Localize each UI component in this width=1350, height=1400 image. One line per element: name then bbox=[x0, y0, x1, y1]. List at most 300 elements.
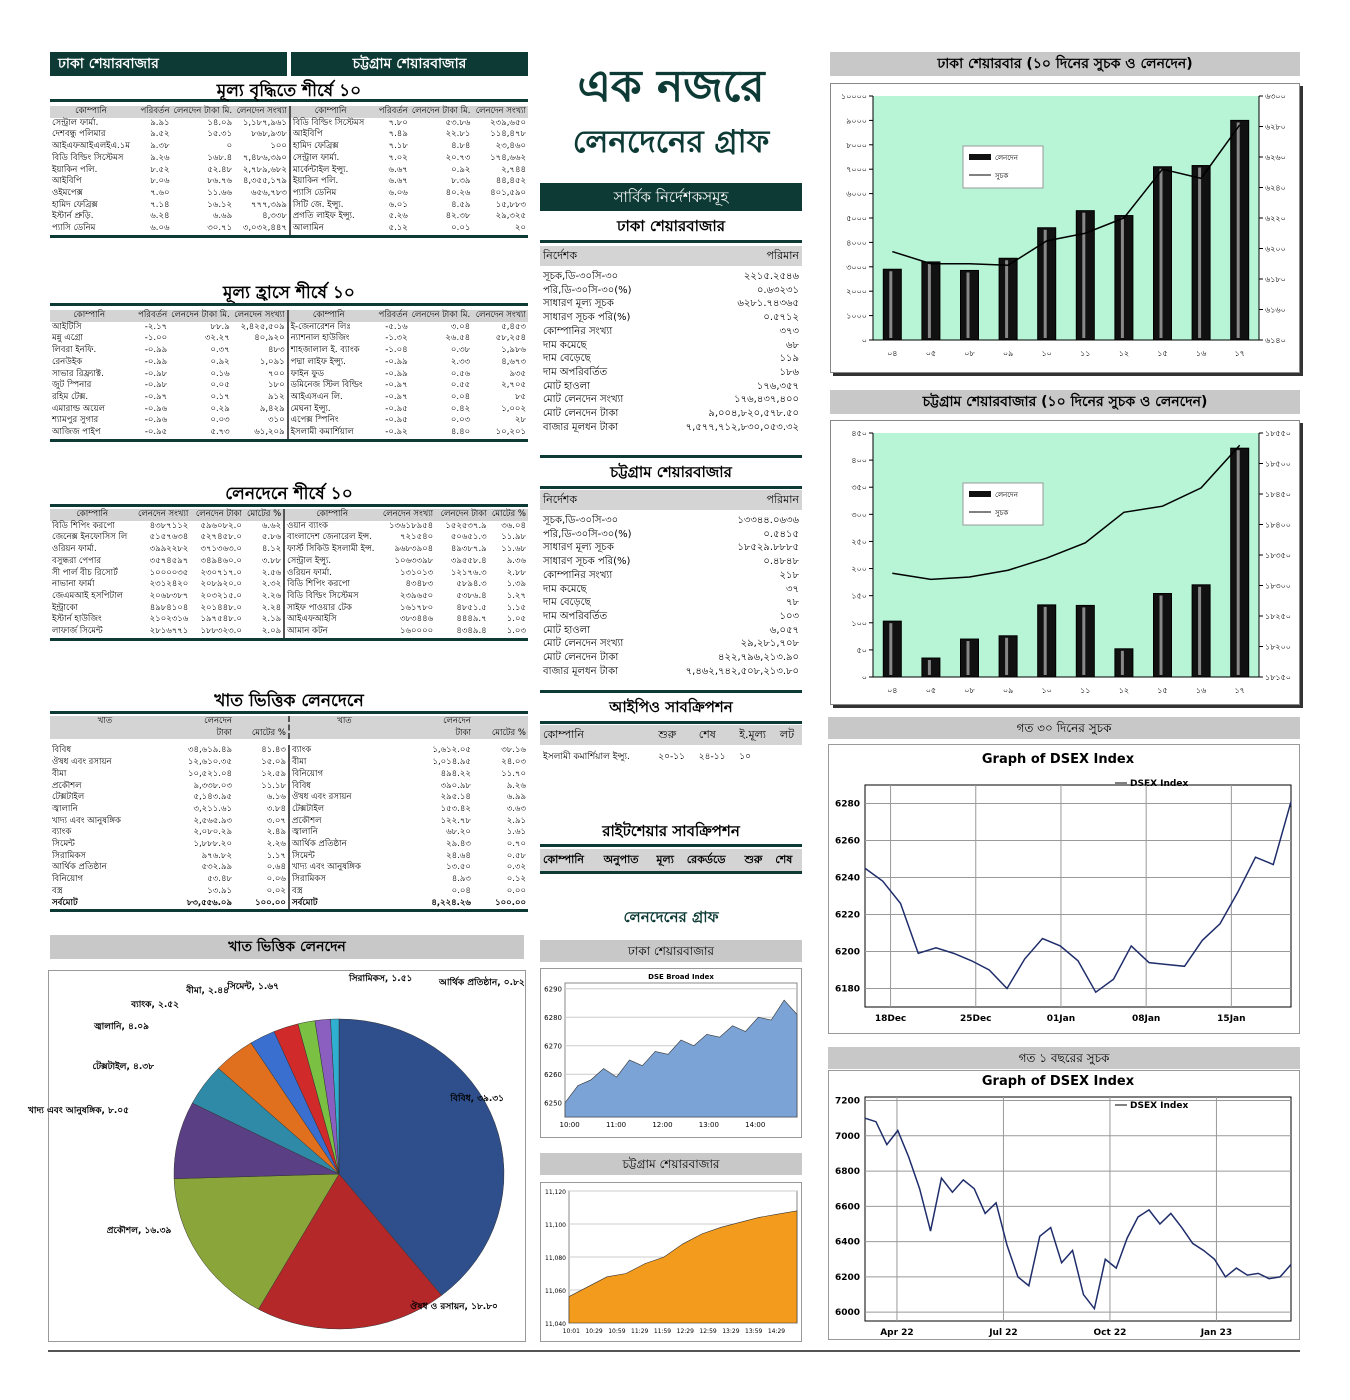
indicator-label: মোট লেনদেন টাকা bbox=[543, 652, 619, 664]
col-header: লেনদেন সংখ্যা bbox=[472, 106, 528, 118]
table-cell: বিনিয়োগ bbox=[52, 874, 84, 885]
table-cell: ২.৪৯ bbox=[234, 827, 289, 839]
ctg-10day-chart bbox=[831, 421, 1299, 704]
table-cell: ৩৯৯২২৮২ bbox=[149, 544, 189, 555]
table-cell: ১০০.০০ bbox=[234, 898, 289, 911]
col-header: লেনদেন টাকা bbox=[190, 509, 244, 521]
table-cell: ২,৭০৫ bbox=[501, 380, 526, 391]
table-row bbox=[50, 369, 528, 381]
col-header: খাত bbox=[289, 716, 399, 739]
pie-label: ঔষধ ও রসায়ন, ১৮.৮০ bbox=[410, 1302, 498, 1312]
y2-tick-label: ৬২৪০ bbox=[1265, 183, 1286, 193]
col-header: লেনদেন সংখ্যা bbox=[232, 310, 288, 322]
table-cell: ৩৭১৩৬৩.০ bbox=[200, 544, 242, 555]
table-cell: ৪১.৪৩ bbox=[234, 745, 289, 757]
table-cell: টেক্সটাইল bbox=[291, 803, 325, 814]
indicator-row bbox=[540, 583, 802, 597]
ctg-10day-title: চট্টগ্রাম শেয়ারবাজার (১০ দিনের সুচক ও লেনদেন) bbox=[830, 390, 1300, 414]
table-cell: ০.০১ bbox=[451, 223, 471, 234]
table-cell: ৪০১,৫৯০ bbox=[490, 187, 526, 198]
col-header: কোম্পানি bbox=[50, 310, 128, 322]
indicator-label: সাধারণ মূল্য সূচক bbox=[543, 298, 614, 310]
x-tick-label: 15Jan bbox=[1217, 1014, 1246, 1024]
table-cell: ০.১২ bbox=[506, 874, 526, 885]
table-cell: ০.৯২ bbox=[210, 356, 230, 367]
table-row bbox=[50, 322, 528, 334]
ctg-indices-title: চট্টগ্রাম শেয়ারবাজার bbox=[540, 455, 802, 489]
table-cell: -১.০৪ bbox=[385, 345, 408, 356]
table-cell: সেন্ট্রাল ইন্স্যু. bbox=[287, 555, 332, 566]
table-cell: ৬.৬৭ bbox=[388, 176, 408, 187]
ctg-10day-box bbox=[830, 420, 1300, 705]
y-tick-label: ৬০০০ bbox=[846, 189, 867, 199]
table-cell: ১৩১০১৩ bbox=[400, 567, 434, 578]
y-tick-label: 6280 bbox=[834, 799, 860, 810]
table-cell: -০.৯৬ bbox=[144, 403, 168, 414]
ipo-cell: ১০ bbox=[739, 752, 751, 762]
table-cell: -০.৯৫ bbox=[385, 403, 408, 414]
bar-shade bbox=[1005, 260, 1008, 338]
y2-tick-label: ১৮৫০০ bbox=[1265, 459, 1291, 469]
table-cell: ২৩০৭১৭.০ bbox=[200, 567, 242, 578]
table-cell: দেশবন্ধু পলিমার bbox=[52, 129, 106, 140]
table-cell: ১৬১৭৮০ bbox=[400, 602, 434, 613]
pie-label: বীমা, ২.৪৪ bbox=[186, 986, 229, 996]
x-tick-label: 13:29 bbox=[722, 1328, 740, 1335]
x-tick-label: ১১ bbox=[1080, 349, 1091, 358]
rights-table bbox=[540, 849, 802, 874]
bar-shade bbox=[1082, 607, 1085, 675]
col-header: পরিবর্তন bbox=[370, 106, 410, 118]
table-cell: ০.৩২ bbox=[506, 862, 526, 873]
table-cell: ন্যাশনাল হাউজিং bbox=[290, 333, 350, 344]
indicator-value: ০.৫৭১২ bbox=[763, 312, 799, 324]
table-cell: ৫৮৯৪.৩ bbox=[456, 579, 487, 590]
table-cell: বাংলাদেশ জেনারেল ইন্স. bbox=[287, 532, 372, 543]
indicator-value: ১৭৬,৩৫৭ bbox=[756, 380, 799, 392]
last30-title: গত ৩০ দিনের সুচক bbox=[828, 717, 1300, 739]
indicator-label: বাজার মূলধন টাকা bbox=[543, 665, 618, 677]
y2-tick-label: ৬২৬০ bbox=[1265, 153, 1286, 162]
table-cell: ২৮১৬৭৭১ bbox=[149, 626, 189, 637]
table-cell: ৯১২ bbox=[232, 392, 288, 404]
table-cell: বসুন্ধরা পেপার bbox=[52, 555, 102, 566]
table-cell: ৬১,২০৯ bbox=[232, 427, 288, 439]
table-cell: ৩,০৩২,৪৪৭ bbox=[234, 223, 290, 235]
table-cell: ৮.০৬ bbox=[150, 176, 170, 187]
table-cell: ২৯৫.১৪ bbox=[440, 792, 471, 803]
x-tick-label: ১৬ bbox=[1195, 686, 1207, 695]
indicator-row bbox=[540, 528, 802, 542]
indices-title: সার্বিক নির্দেশকসমূহ bbox=[540, 183, 802, 211]
table-cell: ১,০৯১ bbox=[232, 357, 288, 369]
table-cell: ১,০১৪.৯৫ bbox=[432, 757, 471, 768]
table-cell: ৫,১৪৩.৯৫ bbox=[193, 792, 232, 803]
table-cell: ১০০০০৩৫ bbox=[149, 567, 189, 578]
bar-shade bbox=[1082, 213, 1085, 338]
table-cell: ২০ bbox=[514, 223, 526, 234]
table-cell: ০.০২ bbox=[234, 886, 289, 898]
table-cell: ৭০০ bbox=[232, 369, 288, 381]
dse-intraday-box bbox=[540, 968, 802, 1138]
table-cell: জুট স্পিনার bbox=[52, 380, 92, 391]
table-cell: ৭.১৪ bbox=[150, 199, 170, 210]
x-tick-label: 10:00 bbox=[559, 1121, 580, 1129]
table-cell: মন্নু এগ্রো bbox=[52, 333, 83, 344]
table-cell: ১১.১৮ bbox=[234, 781, 289, 793]
table-cell: ১০৬৩৩৯৮ bbox=[394, 555, 434, 566]
table-cell: ৪২.৩৮ bbox=[445, 211, 471, 222]
col-header: লেনদেন bbox=[204, 716, 232, 726]
table-cell: ইস্টার্ন হাউজিং bbox=[52, 614, 102, 625]
table-cell: ১১.৯৮ bbox=[501, 532, 526, 543]
table-cell: বিবিধ bbox=[52, 745, 72, 756]
table-cell: -০.৯৯ bbox=[144, 345, 168, 356]
table-cell: ২.০৯ bbox=[244, 626, 284, 638]
x-tick-label: ০৮ bbox=[964, 349, 975, 358]
indicator-value: ৬৮ bbox=[786, 339, 799, 351]
table-cell: প্যাসি ডেনিম bbox=[292, 187, 337, 198]
last1y-title: গত ১ বছরের সুচক bbox=[828, 1047, 1300, 1069]
rights-header: শুরু bbox=[744, 853, 763, 866]
col-header: লেনদেন টাকা মি. bbox=[171, 310, 230, 320]
dse-intraday-title: ঢাকা শেয়ারবাজার bbox=[540, 940, 802, 962]
table-cell: ৮৬.৭৬ bbox=[207, 176, 233, 187]
table-cell: ০.০৪ bbox=[450, 391, 471, 402]
legend-label: DSEX Index bbox=[1130, 1101, 1189, 1111]
table-cell: ৩.৮৮ bbox=[244, 556, 284, 568]
col-header: লেনদেন সংখ্যা bbox=[472, 310, 528, 322]
indicator-value: ৭,৫৭৭,৭১২,৮৩০,০৫৩.৩২ bbox=[685, 421, 799, 433]
table-cell: ৬.০৬ bbox=[150, 223, 170, 234]
table-cell: ২৬.৫৪ bbox=[445, 333, 471, 344]
table-cell: ২,৪২৫,৫০৯ bbox=[232, 322, 288, 334]
table-cell: ৯.৯১ bbox=[150, 117, 170, 128]
table-row bbox=[50, 626, 528, 638]
x-tick-label: ১৬ bbox=[1195, 349, 1207, 358]
table-cell: ৯,৩৩৮.০৩ bbox=[193, 780, 232, 791]
table-cell: ৯.৩৮ bbox=[150, 141, 170, 152]
table-cell: ৫৩২.৯৯ bbox=[201, 862, 232, 873]
x-tick-label: Oct 22 bbox=[1093, 1328, 1127, 1338]
indicator-row bbox=[540, 407, 802, 421]
table-cell: ০.৭০ bbox=[506, 839, 526, 850]
table-cell: ১৩.৯১ bbox=[207, 885, 232, 896]
indicator-label: সূচক,ডি-৩০সি-৩০ bbox=[543, 515, 619, 526]
table-cell: শাহজালাল ই. ব্যাংক bbox=[290, 345, 360, 356]
table-cell: ১২.৫৯ bbox=[234, 769, 289, 781]
indicator-value: ১৩৩৪৪.০৬৩৬ bbox=[737, 515, 799, 526]
table-row bbox=[50, 357, 528, 369]
table-cell: ব্যাংক bbox=[52, 827, 72, 838]
y-tick-label: 6270 bbox=[544, 1042, 562, 1051]
table-cell: ৯.৫২ bbox=[150, 129, 170, 140]
table-row bbox=[50, 141, 528, 153]
table-cell: সাইফ পাওয়ার টেক bbox=[287, 602, 352, 613]
table-row bbox=[50, 827, 528, 839]
indicator-label: পরি,ডি-৩০সি-৩০(%) bbox=[543, 284, 632, 296]
x-tick-label: 13:59 bbox=[745, 1328, 763, 1335]
indicator-label: মোট লেনদেন সংখ্যা bbox=[543, 394, 624, 406]
col-header: লেনদেন সংখ্যা bbox=[234, 106, 290, 118]
cse-intraday-title: চট্টগ্রাম শেয়ারবাজার bbox=[540, 1153, 802, 1175]
table-cell: ৩১০ bbox=[232, 415, 288, 427]
table-cell: টেক্সটাইল bbox=[52, 792, 85, 803]
table-cell: ৪৪৪৯.৭ bbox=[456, 614, 487, 625]
table-cell: ৬.৬৭ bbox=[388, 164, 408, 175]
table-cell: -২.১৭ bbox=[144, 321, 168, 332]
indicator-value: ৩৭৩ bbox=[779, 325, 799, 337]
table-cell: ০.৪২ bbox=[450, 403, 471, 414]
table-cell: -০.৯৯ bbox=[144, 356, 168, 367]
table-cell: বিবিধ bbox=[291, 780, 312, 791]
table-cell: সিরামিকস bbox=[291, 874, 326, 885]
legend-bar-swatch bbox=[969, 491, 991, 497]
table-cell: ৪৩৮৭১১২ bbox=[149, 520, 189, 531]
dsex-line bbox=[865, 802, 1291, 993]
table-cell: -১.৩২ bbox=[385, 333, 408, 344]
dhaka-indices-title: ঢাকা শেয়ারবাজার bbox=[540, 212, 802, 243]
bar bbox=[922, 262, 940, 340]
bar bbox=[922, 658, 940, 677]
table-cell: ৩৯৫৫৮.৪ bbox=[450, 555, 487, 566]
cse-intraday-box bbox=[540, 1182, 802, 1342]
table-cell: জ্বালানি bbox=[291, 827, 318, 838]
y-tick-label: 6260 bbox=[834, 836, 860, 847]
bar-shade bbox=[928, 660, 931, 675]
y-tick-label: ৫০০০ bbox=[846, 214, 867, 223]
table-cell: ৪,২২৪.২৬ bbox=[431, 897, 471, 908]
table-cell: ১৬০০০০ bbox=[399, 626, 434, 637]
table-cell: ১.৬১ bbox=[506, 827, 526, 838]
table-cell: লিবরা ইনফি. bbox=[52, 345, 97, 356]
col-header: লেনদেন টাকা মি. bbox=[173, 106, 233, 116]
table-cell: ০.০৩ bbox=[450, 415, 471, 426]
table-cell: ৫.৭৩ bbox=[210, 427, 230, 438]
turnover-title: লেনদেনে শীর্ষে ১০ bbox=[50, 481, 528, 507]
bar-shade bbox=[1160, 595, 1163, 675]
indicator-label: দাম বেড়েছে bbox=[543, 353, 591, 365]
col-header: পরিবর্তন bbox=[369, 310, 410, 322]
indicator-value: ১৮৬ bbox=[779, 366, 799, 378]
table-cell: -০.৯৫ bbox=[144, 427, 168, 438]
table-cell: ৬.০১ bbox=[388, 199, 408, 210]
table-row bbox=[50, 792, 528, 804]
transaction-graph-title: লেনদেনের গ্রাফ bbox=[623, 908, 719, 926]
indicator-row bbox=[540, 624, 802, 638]
table-cell: ৫.২৬ bbox=[388, 211, 408, 222]
table-row bbox=[50, 874, 528, 886]
table-cell: ৬.৬২ bbox=[244, 521, 284, 533]
table-cell: ০.৯২ bbox=[451, 164, 471, 175]
table-row bbox=[50, 200, 528, 212]
table-cell: -০.৯২ bbox=[385, 427, 408, 438]
table-cell: ৩,২১১.৬১ bbox=[193, 803, 232, 814]
table-row bbox=[50, 153, 528, 165]
table-cell: ৫২.৪৮ bbox=[207, 164, 233, 175]
table-cell: ৩৬.০৪ bbox=[501, 520, 526, 531]
table-cell: ফাইন ফুড bbox=[290, 368, 324, 379]
bar-shade bbox=[967, 641, 970, 675]
table-cell: ৬৫৬,৭৮৩ bbox=[234, 188, 290, 200]
table-cell: ১.০৩ bbox=[506, 626, 526, 637]
chart-title: Graph of DSEX Index bbox=[981, 752, 1135, 767]
table-cell: ৫৮,২৫৪ bbox=[495, 333, 526, 344]
ipo-header: শুরু bbox=[658, 728, 677, 741]
table-cell: -০.৯৯ bbox=[385, 368, 408, 379]
table-row bbox=[50, 188, 528, 200]
table-cell: ৫.৮৬ bbox=[244, 532, 284, 544]
x-tick-label: ০৪ bbox=[887, 686, 898, 695]
table-cell: ১,০০২ bbox=[501, 403, 526, 414]
pie-label: খাদ্য এবং আনুষঙ্গিক, ৮.০৫ bbox=[27, 1106, 129, 1116]
table-cell: ১৫৩.৪২ bbox=[440, 803, 471, 814]
y-tick-label: 7200 bbox=[834, 1096, 860, 1107]
table-cell: ফার্স্ট সিকিউ ইসলামী ইন্স. bbox=[287, 544, 375, 555]
table-row bbox=[50, 757, 528, 769]
table-cell: ৫০৬৫১.৩ bbox=[450, 532, 487, 543]
indicator-value: ১৭৬,৪৩৭,৪০০ bbox=[734, 394, 799, 406]
y-tick-label: 6000 bbox=[834, 1308, 860, 1319]
table-cell: ২৩,৪৬০ bbox=[495, 141, 526, 152]
indicator-label: সাধারণ সূচক পরি(%) bbox=[543, 312, 631, 324]
table-cell: ২৩৯,৬৫০ bbox=[490, 117, 526, 128]
table-cell: ২.৯১ bbox=[506, 815, 526, 826]
chart-title: DSE Broad Index bbox=[648, 973, 714, 981]
table-cell: ইন্ট্রাকো bbox=[52, 602, 78, 613]
table-cell: ০.০৩ bbox=[210, 415, 230, 426]
table-row bbox=[50, 165, 528, 177]
table-cell: ৯.২৬ bbox=[150, 152, 170, 163]
table-cell: ৪.৯৩ bbox=[451, 874, 471, 885]
table-cell: ১৩.৫০ bbox=[446, 862, 471, 873]
table-cell: ১.৩৯ bbox=[506, 579, 526, 590]
table-row bbox=[50, 614, 528, 626]
table-row bbox=[50, 851, 528, 863]
table-cell: ৩.৮৪ bbox=[234, 804, 289, 816]
indicator-value: ০.৬৩২৩১ bbox=[756, 284, 799, 296]
table-cell: -১.০০ bbox=[144, 333, 168, 344]
x-tick-label: 14:00 bbox=[745, 1121, 766, 1129]
dhaka-market-header: ঢাকা শেয়ারবাজার bbox=[50, 52, 287, 76]
table-cell: ১৯৭৫৪৮.০ bbox=[200, 614, 242, 625]
bar-shade bbox=[1121, 651, 1124, 675]
indicator-value: ১০৩ bbox=[779, 610, 799, 622]
table-cell: ৫৯৬০৮২.০ bbox=[200, 520, 242, 531]
y-tick-label: ১০০ bbox=[851, 618, 867, 628]
table-cell: ৪.১২ bbox=[244, 544, 284, 556]
table-cell: -০.৯৭ bbox=[385, 380, 408, 391]
table-row bbox=[50, 745, 528, 757]
y-tick-label: 11,100 bbox=[545, 1222, 566, 1229]
col-header: লেনদেন সংখ্যা bbox=[379, 509, 435, 521]
table-cell: ২৪.৬৪ bbox=[446, 850, 471, 861]
table-cell: সিমেন্ট bbox=[52, 839, 75, 850]
table-row bbox=[50, 804, 528, 816]
indicator-label: কোম্পানির সংখ্যা bbox=[543, 569, 613, 581]
y-tick-label: ৭০০০ bbox=[846, 165, 867, 175]
bar-shade bbox=[1044, 607, 1047, 675]
table-cell: সিমেন্ট bbox=[291, 850, 315, 861]
y-tick-label: 6600 bbox=[834, 1202, 860, 1213]
pie-label: প্রকৌশল, ১৬.৩৯ bbox=[106, 1226, 172, 1236]
table-cell: ২০.৭৩ bbox=[445, 152, 471, 163]
y2-tick-label: ৬২০০ bbox=[1265, 244, 1286, 254]
y-tick-label: ১০০০০ bbox=[841, 92, 867, 101]
dhaka-10day-chart bbox=[831, 84, 1299, 372]
losers-title: মূল্য হ্রাসে শীর্ষে ১০ bbox=[50, 280, 528, 306]
table-cell: এপেক্স স্পিনিং bbox=[290, 415, 339, 426]
table-cell: ৮৫ bbox=[514, 391, 526, 402]
table-cell: ১৫,৮৮৩ bbox=[495, 199, 526, 210]
table-cell: ঔষধ এবং রসায়ন bbox=[291, 792, 352, 803]
table-row bbox=[50, 521, 528, 533]
y2-tick-label: ৬৩০০ bbox=[1265, 92, 1286, 101]
x-tick-label: 11:59 bbox=[653, 1328, 672, 1335]
y-tick-label: 11,060 bbox=[545, 1288, 566, 1295]
table-cell: -০.৯৯ bbox=[385, 356, 408, 367]
pie-label: সিমেন্ট, ১.৬৭ bbox=[227, 982, 279, 992]
gainers-title: মূল্য বৃদ্ধিতে শীর্ষে ১০ bbox=[50, 78, 528, 102]
table-cell: ৪,৩৩৮ bbox=[234, 211, 290, 223]
table-cell: বিনিয়োগ bbox=[291, 768, 324, 779]
table-cell: আইবিপি bbox=[292, 129, 323, 140]
table-cell: ০.৫৫ bbox=[450, 380, 471, 391]
gainers-table bbox=[50, 106, 528, 238]
x-tick-label: ১১ bbox=[1080, 686, 1091, 695]
table-cell: ৮.৩৯ bbox=[451, 176, 471, 187]
x-tick-label: 10:01 bbox=[562, 1328, 580, 1335]
y2-tick-label: ১৮৩০০ bbox=[1265, 581, 1291, 591]
table-row bbox=[50, 839, 528, 851]
y-tick-label: 6290 bbox=[544, 985, 562, 994]
indicator-label: সূচক,ডি-৩০সি-৩০ bbox=[543, 271, 619, 282]
col-header: কোম্পানি bbox=[50, 106, 132, 118]
table-row bbox=[50, 591, 528, 603]
table-cell: -৫.১৬ bbox=[385, 321, 408, 332]
y-tick-label: ০ bbox=[861, 673, 867, 682]
col-header: লেনদেন টাকা মি. bbox=[411, 106, 471, 116]
table-cell: সী পার্ল বীচ রিসোর্ট bbox=[52, 567, 118, 578]
table-cell: ৯৭৬.৮২ bbox=[201, 850, 232, 861]
dhaka-10day-box bbox=[830, 83, 1300, 373]
table-cell: ৫২৭৪৫৮.০ bbox=[200, 532, 242, 543]
table-cell: ৩৫৭৪৫৯৭ bbox=[149, 555, 189, 566]
table-row bbox=[50, 223, 528, 235]
y2-tick-label: ১৮২০০ bbox=[1265, 642, 1291, 652]
table-row bbox=[50, 404, 528, 416]
table-cell: ১২২.৭৮ bbox=[440, 815, 471, 826]
bar bbox=[1115, 649, 1133, 677]
y2-tick-label: ৬২৮০ bbox=[1265, 122, 1286, 132]
col-header: মোটের % bbox=[489, 509, 528, 521]
table-cell: ১০০ bbox=[234, 141, 290, 153]
y-tick-label: 6200 bbox=[834, 947, 860, 958]
col-header: লেনদেন bbox=[443, 716, 471, 726]
table-cell: সাভার রিফ্র্যাক্ট. bbox=[52, 368, 104, 379]
table-cell: ২.১৯ bbox=[244, 614, 284, 626]
y2-tick-label: ১৮৪৫০ bbox=[1265, 490, 1291, 499]
legend-label: লেনদেন bbox=[995, 491, 1018, 499]
table-row bbox=[50, 345, 528, 357]
col-header: খাত bbox=[50, 716, 160, 739]
y-tick-label: ০ bbox=[861, 336, 867, 345]
table-cell: আজিজ পাইপ bbox=[52, 427, 101, 438]
indicator-label: মোট হাওলা bbox=[543, 380, 591, 392]
table-row bbox=[50, 380, 528, 392]
table-cell: ০.১৭ bbox=[210, 391, 230, 402]
y-tick-label: ৪৫০ bbox=[851, 429, 867, 438]
